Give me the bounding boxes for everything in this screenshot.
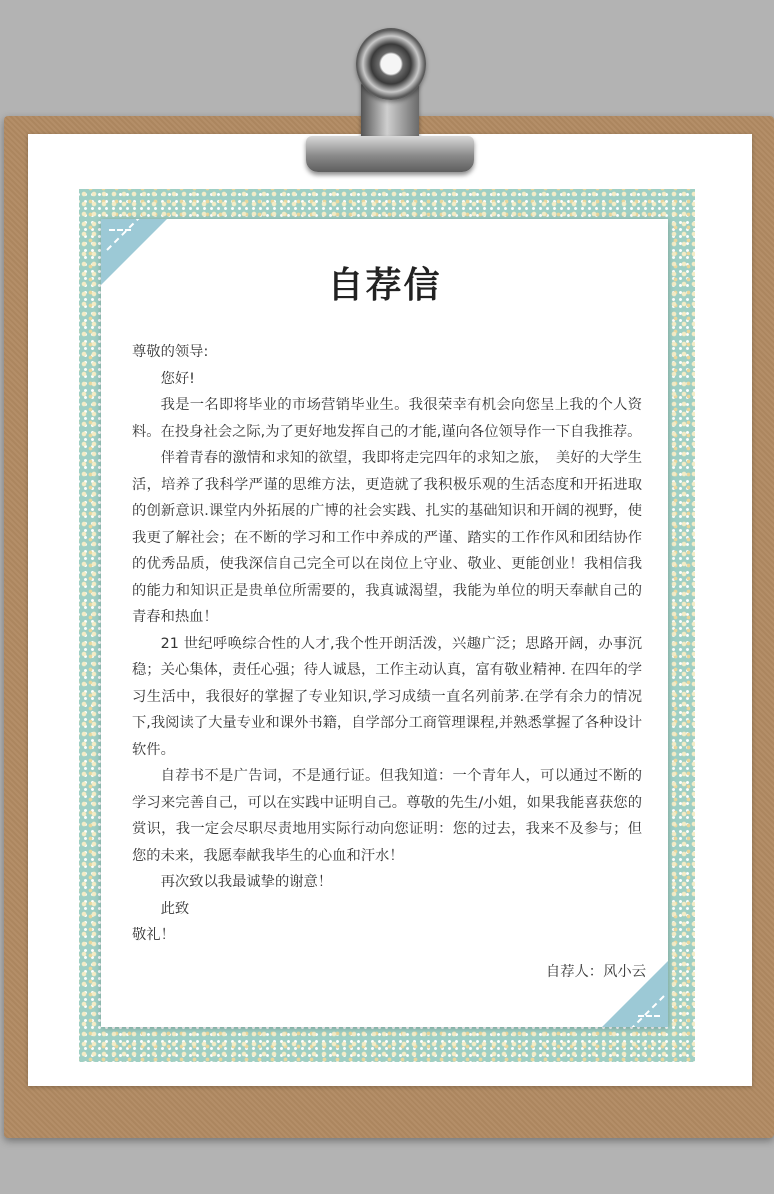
salutation: 尊敬的领导: — [132, 344, 209, 360]
signature: 自荐人：风小云 — [545, 964, 646, 980]
closing-line-1: 此致 — [160, 900, 190, 917]
greeting: 您好! — [160, 370, 195, 387]
letter-body — [132, 339, 642, 949]
paragraph-university-life: 伴着青春的激情和求知的欲望，我即将走完四年的求知之旅， 美好的大学生活，培养了我科学严谨的思维方法，更造就了我积极乐观的生活态度和开拓进取的创新意识.课堂内外拓展的广博的社会实践、扎实的基础知识和开阔的视野，使我更了解社会；在不断的学习和工作中养成的严谨、踏实的工作作风和团结协作的优秀品质，使我深信自己完全可以在岗位上守业、敬业、更能创业！我相信我的能力和知识正是贵单位所需要的，我真诚渴望，我能为单位的明天奉献自己的青春和热血！ — [132, 450, 642, 625]
paragraph-intro: 我是一名即将毕业的市场营销毕业生。我很荣幸有机会向您呈上我的个人资料。在投身社会之际,为了更好地发挥自己的才能,谨向各位领导作一下自我推荐。 — [132, 397, 642, 440]
letter-title: 自荐信 — [327, 264, 442, 306]
paragraph-thanks: 再次致以我最诚挚的谢意！ — [160, 874, 333, 890]
closing-line-2: 敬礼！ — [132, 927, 175, 943]
letter-sheet — [101, 219, 668, 1027]
paragraph-conclusion: 自荐书不是广告词，不是通行证。但我知道：一个青年人，可以通过不断的学习来完善自己，可以在实践中证明自己。尊敬的先生/小姐，如果我能喜获您的赏识，我一定会尽职尽责地用实际行动向您证明：您的过去，我来不及参与；但您的未来，我愿奉献我毕生的心血和汗水！ — [132, 768, 642, 864]
corner-stitch-bottom-right-short — [638, 1015, 660, 1017]
binder-clip-plate — [306, 136, 474, 172]
corner-stitch-top-left-short — [109, 229, 131, 231]
paragraph-personality: 21 世纪呼唤综合性的人才,我个性开朗活泼，兴趣广泛；思路开阔，办事沉稳；关心集体，责任心强；待人诚恳，工作主动认真，富有敬业精神. 在四年的学习生活中，我很好的掌握了专业知识,学习成绩一直名列前茅.在学有余力的情况下,我阅读了大量专业和课外书籍，自学部分工商管理课程,并熟悉掌握了各种设计软件。 — [132, 635, 642, 758]
binder-clip-ring — [356, 28, 426, 100]
